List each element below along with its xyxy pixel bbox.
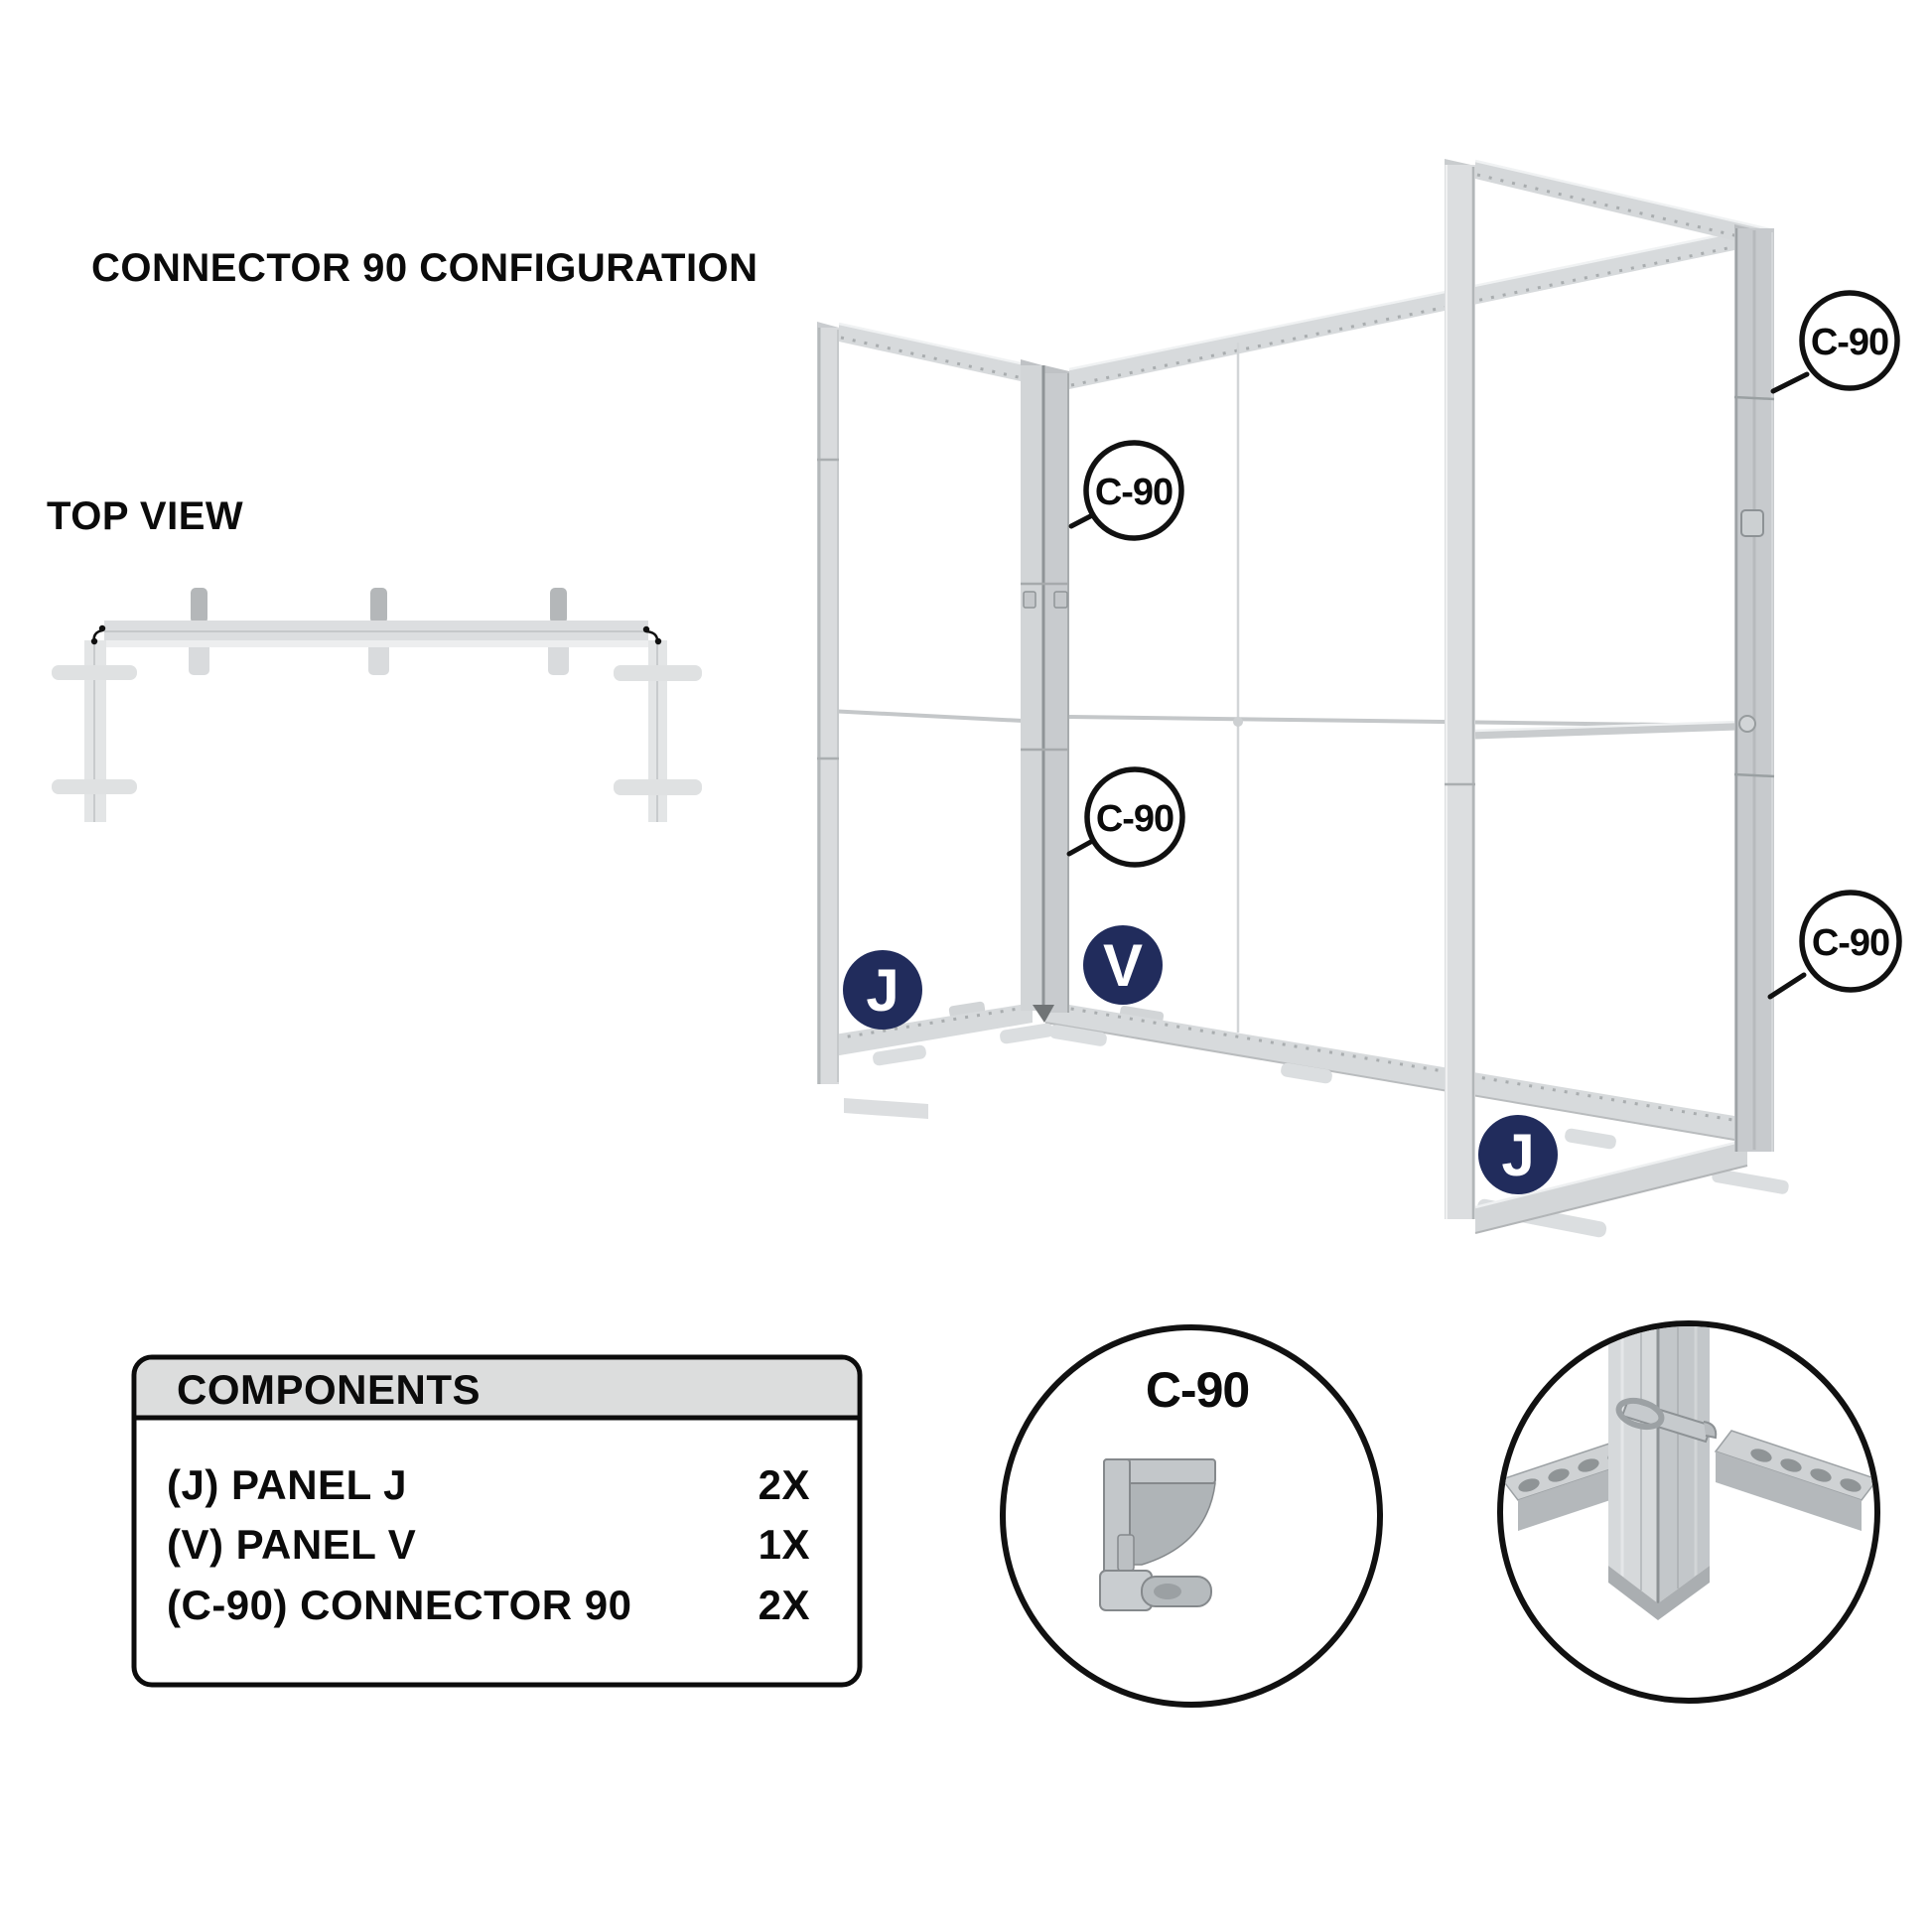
latch-clip <box>1024 592 1035 608</box>
callout-corner-lower <box>1069 769 1182 865</box>
top-view-left-foot <box>52 665 137 680</box>
corner-post-left-face <box>1608 1320 1658 1603</box>
latch-clip <box>1741 510 1763 536</box>
panel-badge-left-j <box>843 950 922 1030</box>
callout-label: C-90 <box>1095 798 1174 840</box>
panel-badge-v <box>1083 925 1163 1005</box>
detail-corner-junction <box>1500 1320 1877 1701</box>
badge-letter: J <box>1501 1122 1535 1188</box>
detail-connector-c90 <box>1003 1327 1380 1705</box>
top-view-label: TOP VIEW <box>47 494 244 538</box>
component-qty: 2X <box>758 1582 810 1628</box>
latch-clip <box>1054 592 1067 608</box>
callout-label: C-90 <box>1810 322 1889 363</box>
assembly-3d <box>817 159 1899 1238</box>
right-panel-top-highlight <box>1475 161 1774 230</box>
top-view-right-foot <box>614 665 702 681</box>
component-name: (J) PANEL J <box>167 1461 407 1508</box>
top-view-foot-tab <box>191 588 207 623</box>
callout-leader <box>1770 975 1804 997</box>
top-view-schematic <box>52 588 702 822</box>
badge-letter: J <box>866 957 899 1024</box>
page-title: CONNECTOR 90 CONFIGURATION <box>91 246 759 290</box>
component-name: (V) PANEL V <box>167 1521 417 1568</box>
corner-post-right-face <box>1658 1320 1710 1603</box>
bracket-hook <box>1118 1535 1134 1571</box>
left-panel-mid-rail <box>828 711 1042 722</box>
components-header-label: COMPONENTS <box>177 1366 482 1413</box>
badge-letter: V <box>1102 932 1144 999</box>
left-post-foot <box>844 1098 928 1119</box>
right-panel-top-rail <box>1475 161 1774 250</box>
corner-post <box>1021 359 1069 1023</box>
back-wall-panel-v <box>1045 232 1737 1150</box>
top-view-back-wall-strip <box>104 640 648 647</box>
right-panel-front-post <box>1445 165 1475 1219</box>
panel-badge-right-j <box>1478 1115 1558 1194</box>
component-qty: 2X <box>758 1461 810 1508</box>
cam-slot <box>1154 1584 1181 1599</box>
callout-right-lower <box>1770 893 1899 997</box>
corner-post-right-strip <box>1044 373 1069 1013</box>
callout-corner-upper <box>1071 443 1181 538</box>
back-wall-top-rail <box>1069 232 1734 389</box>
corner-post-left-strip <box>1021 365 1042 1011</box>
mid-rail-knob <box>1739 716 1755 732</box>
top-view-right-foot <box>614 779 702 795</box>
top-view-foot-tab <box>370 588 387 623</box>
callout-label: C-90 <box>1094 472 1173 513</box>
top-view-foot-tab <box>550 588 567 623</box>
callout-label: C-90 <box>1811 922 1890 964</box>
top-view-left-foot <box>52 779 137 794</box>
components-box <box>134 1357 860 1685</box>
component-qty: 1X <box>758 1521 810 1568</box>
back-wall-top-highlight <box>1069 232 1734 369</box>
back-wall-bottom-rail <box>1045 1001 1734 1140</box>
mid-rail-node <box>1233 717 1243 727</box>
callout-right-upper <box>1773 293 1897 391</box>
component-name: (C-90) CONNECTOR 90 <box>167 1582 632 1628</box>
callout-leader <box>1773 374 1807 391</box>
detail-circle-label: C-90 <box>1145 1362 1250 1418</box>
back-wall-bottom-edge <box>1045 1023 1734 1140</box>
base-foot <box>1564 1128 1617 1150</box>
